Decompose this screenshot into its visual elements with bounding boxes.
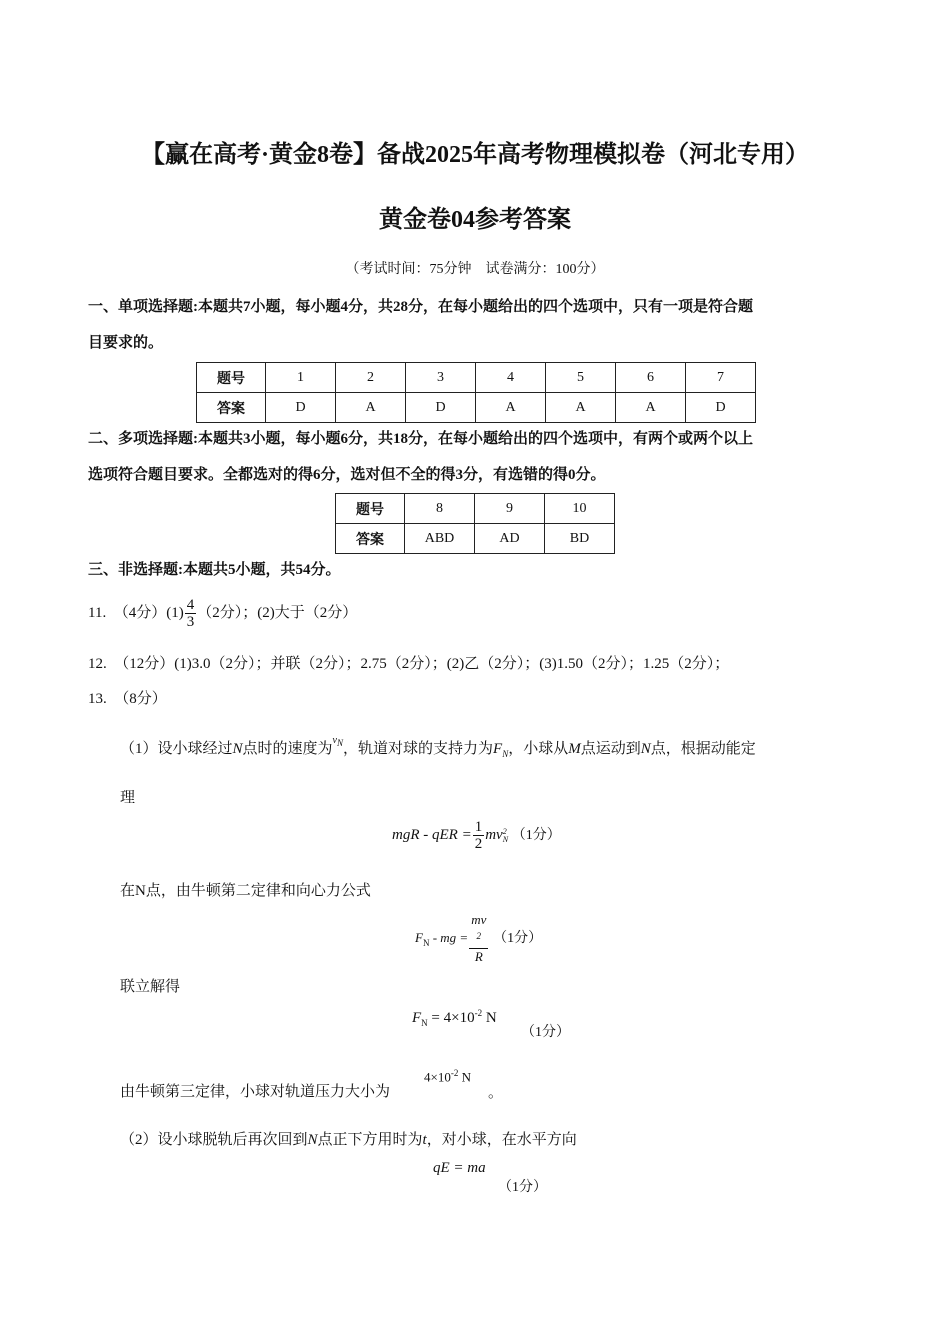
p4-exp: -2 bbox=[450, 1068, 459, 1078]
table-cell: BD bbox=[545, 524, 615, 554]
eq1-score: （1分） bbox=[511, 827, 561, 843]
eq1-scripts bbox=[503, 828, 508, 844]
equation-result bbox=[412, 1008, 497, 1028]
var-v bbox=[333, 735, 343, 746]
eq3-exp: -2 bbox=[474, 1008, 483, 1018]
text-segment: ，轨道对球的支持力为 bbox=[343, 741, 494, 757]
table-row bbox=[197, 363, 756, 393]
eq3-unit: N bbox=[482, 1010, 497, 1026]
exam-info: （考试时间：75分钟 试卷满分：100分） bbox=[345, 262, 605, 277]
var-v-symbol: v bbox=[332, 735, 337, 746]
eq1-rhs: mv bbox=[485, 826, 503, 843]
eq2-lhs: F bbox=[415, 930, 423, 946]
p4-end: 。 bbox=[488, 1085, 504, 1101]
q12-answer bbox=[88, 652, 729, 673]
table-header-cell: 题号 bbox=[197, 363, 266, 393]
table-cell: 6 bbox=[616, 363, 686, 393]
table-cell: ABD bbox=[405, 524, 475, 554]
table-cell: 5 bbox=[546, 363, 616, 393]
equation-energy bbox=[392, 819, 561, 852]
q12-text: （12分）(1)3.0（2分）；并联（2分）；2.75（2分）；(2)乙（2分）；(3)1.50（2分）；1.25（2分）； bbox=[114, 656, 730, 672]
var-f-sub: N bbox=[502, 749, 509, 759]
section2-answer-table bbox=[335, 493, 615, 554]
eq2-mid: - mg = bbox=[429, 930, 469, 946]
text-segment: 点运动到 bbox=[580, 741, 641, 757]
eq3-score: （1分） bbox=[521, 1025, 570, 1040]
q13-paragraph3: 联立解得 bbox=[120, 979, 181, 995]
table-cell: D bbox=[266, 393, 336, 423]
table-row bbox=[336, 494, 615, 524]
eq2-score: （1分） bbox=[493, 931, 543, 947]
q13-part1-line2: 理 bbox=[120, 790, 136, 806]
table-cell: 9 bbox=[475, 494, 545, 524]
eq2-num-sup: 2 bbox=[476, 931, 482, 941]
eq1-sub: N bbox=[502, 834, 509, 844]
text-segment: ，小球从 bbox=[508, 741, 569, 757]
q11-number: 11. bbox=[88, 604, 107, 621]
var-t: t bbox=[422, 1132, 427, 1148]
table-cell: 8 bbox=[405, 494, 475, 524]
table-cell: 3 bbox=[406, 363, 476, 393]
section2-heading-line1: 二、多项选择题:本题共3小题，每小题6分，共18分，在每小题给出的四个选项中，有两个或两个以上 bbox=[88, 431, 753, 447]
var-f: F bbox=[493, 741, 503, 757]
eq2-frac-num bbox=[469, 912, 488, 949]
eq1-frac-num: 1 bbox=[474, 819, 483, 835]
q11-fraction-num: 4 bbox=[186, 597, 195, 613]
eq1-lhs: mgR - qER = bbox=[392, 826, 472, 843]
q11-part1: （4分）(1) bbox=[113, 604, 184, 621]
text-segment: （1）设小球经过 bbox=[120, 741, 233, 757]
eq3-lhs: F bbox=[412, 1010, 422, 1026]
table-cell: 2 bbox=[336, 363, 406, 393]
table-header-cell: 答案 bbox=[336, 524, 405, 554]
text-segment: 点，根据动能定 bbox=[650, 741, 756, 757]
eq2-lhs-sub: N bbox=[422, 938, 430, 949]
var-n: N bbox=[640, 741, 651, 757]
table-cell: A bbox=[546, 393, 616, 423]
eq2-frac-den: R bbox=[474, 949, 483, 965]
eq3-lhs-sub: N bbox=[421, 1018, 428, 1028]
text-segment: 点时的速度为 bbox=[242, 741, 333, 757]
text-segment: ，对小球，在水平方向 bbox=[426, 1132, 577, 1148]
section2-heading-line2: 选项符合题目要求。全都选对的得6分，选对但不全的得3分，有选错的得0分。 bbox=[88, 467, 606, 483]
equation-horizontal: qE = ma bbox=[433, 1160, 486, 1176]
table-header-cell: 答案 bbox=[197, 393, 266, 423]
table-cell: D bbox=[686, 393, 756, 423]
eq2-fraction bbox=[469, 912, 488, 965]
q13-part1-line1 bbox=[120, 735, 756, 759]
table-cell: AD bbox=[475, 524, 545, 554]
q11-part2: （2分）；(2)大于（2分） bbox=[197, 604, 358, 621]
q13-number: 13. bbox=[88, 691, 107, 707]
eq3-rhs: = 4×10 bbox=[427, 1010, 475, 1026]
eq1-sup: 2 bbox=[502, 826, 507, 836]
table-cell: 7 bbox=[686, 363, 756, 393]
section1-heading-line1: 一、单项选择题:本题共7小题，每小题4分，共28分，在每小题给出的四个选项中，只有一项是符合题 bbox=[88, 299, 753, 315]
eq4-score: （1分） bbox=[498, 1180, 547, 1195]
section1-answer-table bbox=[196, 362, 756, 423]
table-cell: 1 bbox=[266, 363, 336, 393]
eq2-num-text: mv bbox=[471, 912, 487, 927]
table-header-cell: 题号 bbox=[336, 494, 405, 524]
p4-unit: N bbox=[458, 1069, 471, 1085]
section1-heading-line2: 目要求的。 bbox=[88, 335, 164, 351]
q13-paragraph4: 由牛顿第三定律，小球对轨道压力大小为 bbox=[120, 1084, 391, 1100]
p4-value bbox=[424, 1068, 471, 1085]
page-subtitle: 黄金卷04参考答案 bbox=[379, 207, 571, 233]
q11-fraction bbox=[185, 597, 197, 630]
table-cell: 4 bbox=[476, 363, 546, 393]
page-title: 【赢在高考·黄金8卷】备战2025年高考物理模拟卷（河北专用） bbox=[140, 142, 809, 168]
var-m: M bbox=[568, 741, 581, 757]
q13-header bbox=[88, 687, 167, 708]
table-row bbox=[336, 524, 615, 554]
equation-newton bbox=[415, 912, 542, 965]
eq1-fraction bbox=[473, 819, 485, 852]
q13-score: （8分） bbox=[114, 691, 167, 707]
text-segment: 点正下方用时为 bbox=[317, 1132, 423, 1148]
section3-heading: 三、非选择题:本题共5小题，共54分。 bbox=[88, 562, 341, 578]
table-cell: D bbox=[406, 393, 476, 423]
q13-part2-line bbox=[120, 1128, 577, 1149]
q11-answer bbox=[88, 597, 357, 630]
q13-paragraph2: 在N点，由牛顿第二定律和向心力公式 bbox=[120, 883, 371, 899]
var-n: N bbox=[232, 741, 243, 757]
p4-val: 4×10 bbox=[424, 1069, 451, 1085]
var-n: N bbox=[307, 1132, 318, 1148]
table-cell: 10 bbox=[545, 494, 615, 524]
q11-fraction-den: 3 bbox=[186, 614, 195, 630]
text-segment: （2）设小球脱轨后再次回到 bbox=[120, 1132, 308, 1148]
var-v-sub: N bbox=[337, 738, 344, 748]
q12-number: 12. bbox=[88, 656, 107, 672]
table-row bbox=[197, 393, 756, 423]
table-cell: A bbox=[476, 393, 546, 423]
eq1-frac-den: 2 bbox=[474, 836, 483, 852]
table-cell: A bbox=[336, 393, 406, 423]
table-cell: A bbox=[616, 393, 686, 423]
